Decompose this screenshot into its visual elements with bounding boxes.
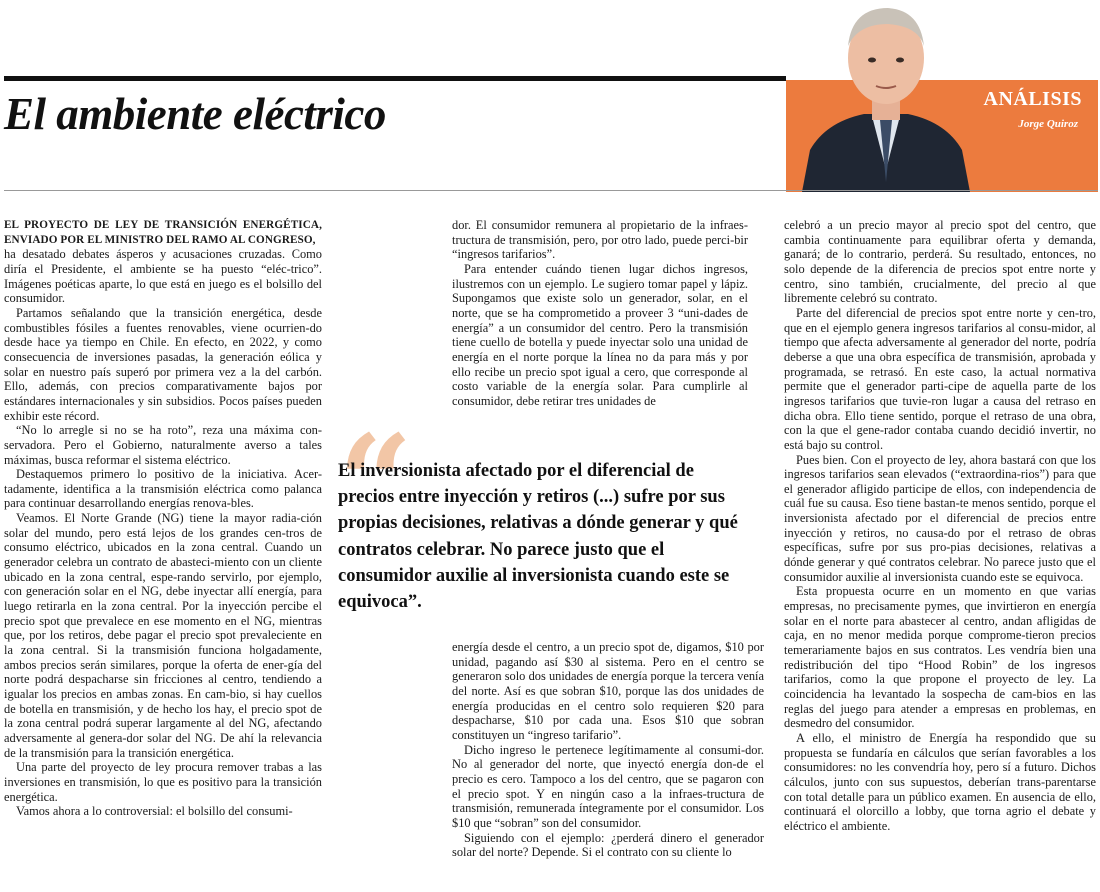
paragraph: Para entender cuándo tienen lugar dichos ingresos, ilustremos con un ejemplo. Le sugiero tomar papel y lápiz. Supongamos que existe solo un generador, solar, en el norte, que se ha comprometido a proveer 3 “uni-dades de energía” a un consumidor del centro. Pero la transmisión tiene cuello de botella y puede inyectar solo una unidad de energía en el norte porque la línea no da para más y por ello recibe un precio spot igual a cero, que corresponde al costo variable de la energía solar. Para cumplirle al consumidor, debe retirar tres unidades de [452, 261, 748, 408]
section-label: ANÁLISIS [983, 88, 1082, 110]
article-lede: EL PROYECTO DE LEY DE TRANSICIÓN ENERGÉTICA, ENVIADO POR EL MINISTRO DEL RAMO AL CONGRESO, [4, 219, 322, 246]
paragraph: Destaquemos primero lo positivo de la iniciativa. Acer-tadamente, identifica a la transmisión eléctrica como palanca para continuar desarrollando energías renova-bles. [4, 467, 322, 511]
article-column-3 [784, 218, 1096, 834]
paragraph: Parte del diferencial de precios spot entre norte y cen-tro, que en el ejemplo genera ingresos tarifarios al consu-midor, al tiempo que afecta adversamente al generador del norte, podría deberse a que una obra específica de transmisión, aprobada y programada, se retrasó. En este caso, la actual normativa permite que el generador parti-cipe de aquella parte de los ingresos tarifarios que tuvie-ron lugar a causa del retraso en dicha obra. Ello tiene sentido, porque el retraso de una obra, con la que el gene-rador contaba cuando decidió invertir, no está bajo su control. [784, 305, 1096, 452]
author-name: Jorge Quiroz [1018, 118, 1078, 130]
paragraph: Veamos. El Norte Grande (NG) tiene la mayor radia-ción solar del mundo, pero está lejos de los grandes cen-tros de consumo eléctrico, ubicados en la zona central. Cuando un generador celebra un contrato de abasteci-miento con un cliente ubicado en la zona central, espe-rando servirlo, por ejemplo, con generación solar en el NG, debe inyectar allí energía, para luego retirarla en la zona central. Por la inyección percibe el precio spot que prevalece en ese momento en el NG, mientras que, por los retiros, debe pagar el precio spot prevaleciente en la zona central. Si la transmisión funciona holgadamente, ambos precios serán similares, porque la oferta de ener-gía del norte podrá despacharse sin fricciones al centro, tendiendo a igualar los precios en ambas zonas. En cam-bio, si hay cuellos de botella en transmisión, y de hecho los hay, el precio spot de la zona central podrá superar largamente al del NG, afectando adversamente al genera-dor solar del NG. De ahí la relevancia de la transmisión para la transición energética. [4, 511, 322, 760]
article-headline: El ambiente eléctrico [4, 89, 386, 139]
paragraph: Partamos señalando que la transición energética, desde combustibles fósiles a fuentes renovables, viene ocurrien-do desde hace ya tiempo en Chile. En efecto, en 2022, y como consecuencia de inversiones pasadas, la generación eólica y solar en nuestro país superó por primera vez a la del carbón. Ello, además, con precios comparativamente bajos por estándares internacionales y sin subsidios. Pocos países pueden exhibir este récord. [4, 305, 322, 423]
paragraph: energía desde el centro, a un precio spot de, digamos, $10 por unidad, pagando así $30 al sistema. Pero en el centro se generaron solo dos unidades de energía porque la tercera venía del norte. Así es que sobran $10, porque las dos unidades de energía producidas en el centro solo requieren $20 para despacharse, $10 por cada una. Esos $10 que sobran constituyen un “ingreso tarifario”. [452, 640, 764, 742]
paragraph: Dicho ingreso le pertenece legítimamente al consumi-dor. No al generador del norte, que inyectó energía don-de el precio es cero. Tampoco a los del centro, que se pagaron con el precio spot. Y en ningún caso a la infraes-tructura de transmisión, remunerada íntegramente por el consumidor. Los $10 que “sobran” son del consumidor. [452, 742, 764, 830]
paragraph: Una parte del proyecto de ley procura remover trabas a las inversiones en transmisión, lo que es positivo para la transición energética. [4, 760, 322, 804]
paragraph: “No lo arregle si no se ha roto”, reza una máxima con-servadora. Pero el Gobierno, naturalmente averso a tales máximas, busca reformar el sistema eléctrico. [4, 423, 322, 467]
headline-rule [4, 190, 1098, 191]
top-rule [4, 76, 786, 81]
pull-quote: El inversionista afectado por el diferencial de precios entre inyección y retiros (...) sufre por sus propias decisiones, relativas a dónde generar y qué contratos celebrar. No parece justo que el consumidor auxilie al inversionista cuando este se equivoca”. [338, 461, 738, 613]
article-column-1 [4, 218, 322, 819]
article-column-2-bottom [452, 640, 764, 860]
paragraph: dor. El consumidor remunera al propietario de la infraes-tructura de transmisión, pero, por otro lado, puede perci-bir “ingresos tarifarios”. [452, 218, 748, 262]
paragraph: A ello, el ministro de Energía ha respondido que su propuesta se fundaría en cálculos que serían favorables a los consumidores: no les convendría hoy, pero sí a futuro. Dichos cálculos, junto con sus supuestos, deberían trans-parentarse con total detalle para un público examen. En ausencia de ello, continuará el olorcillo a lobby, que torna agrio el debate y eléctrico el ambiente. [784, 730, 1096, 833]
paragraph: Esta propuesta ocurre en un momento en que varias empresas, no precisamente pymes, que invirtieron en energía solar en el norte para abastecer al centro, andan afligidas de caja, en no menor medida porque comprome-tieron precios temerariamente bajos en sus contratos. Les vendría bien una redistribución del tipo “Hood Robin” de los ingresos tarifarios, como la que propone el proyecto de ley. La coincidencia ha levantado la sospecha de cam-bios en las reglas del juego para atender a empresas en problemas, en desmedro del consumidor. [784, 584, 1096, 731]
author-photo-box [786, 0, 1098, 192]
paragraph: ha desatado debates ásperos y acusaciones cruzadas. Como diría el Presidente, el ambiente se ha puesto “eléc-trico”. Imágenes poéticas aparte, lo que está en juego es el bolsillo del consumidor. [4, 247, 322, 306]
paragraph: Pues bien. Con el proyecto de ley, ahora bastará con que los ingresos tarifarios sean elevados (“extraordina-rios”) para que el generador afligido participe de ellos, con independencia de cuál fue su causa. Eso tiene bastan-te menos sentido, porque el inversionista afectado por el diferencial de precios entre inyección y retiros, no causa-do por el retraso de obras específicas, sufre por sus pro-pias decisiones, relativas a dónde generar y qué contratos celebrar. No parece justo que el consumidor auxilie al inversionista cuando este se equivoca. [784, 452, 1096, 584]
paragraph: Vamos ahora a lo controversial: el bolsillo del consumi- [16, 804, 293, 819]
quote-mark-icon: “ [338, 406, 413, 559]
author-portrait [796, 0, 976, 192]
paragraph: celebró a un precio mayor al precio spot del centro, que cambia continuamente para equilibrar oferta y demanda, ganará; de lo contrario, perderá. Su resultado, entonces, no solo depende de la diferencia de precios spot entre norte y centro, sino también, crucialmente, del precio al que libremente celebró su contrato. [784, 218, 1096, 306]
paragraph: Siguiendo con el ejemplo: ¿perderá dinero el generador solar del norte? Depende. Si el contrato con su cliente lo [452, 830, 764, 860]
article-column-2-top [452, 218, 748, 409]
